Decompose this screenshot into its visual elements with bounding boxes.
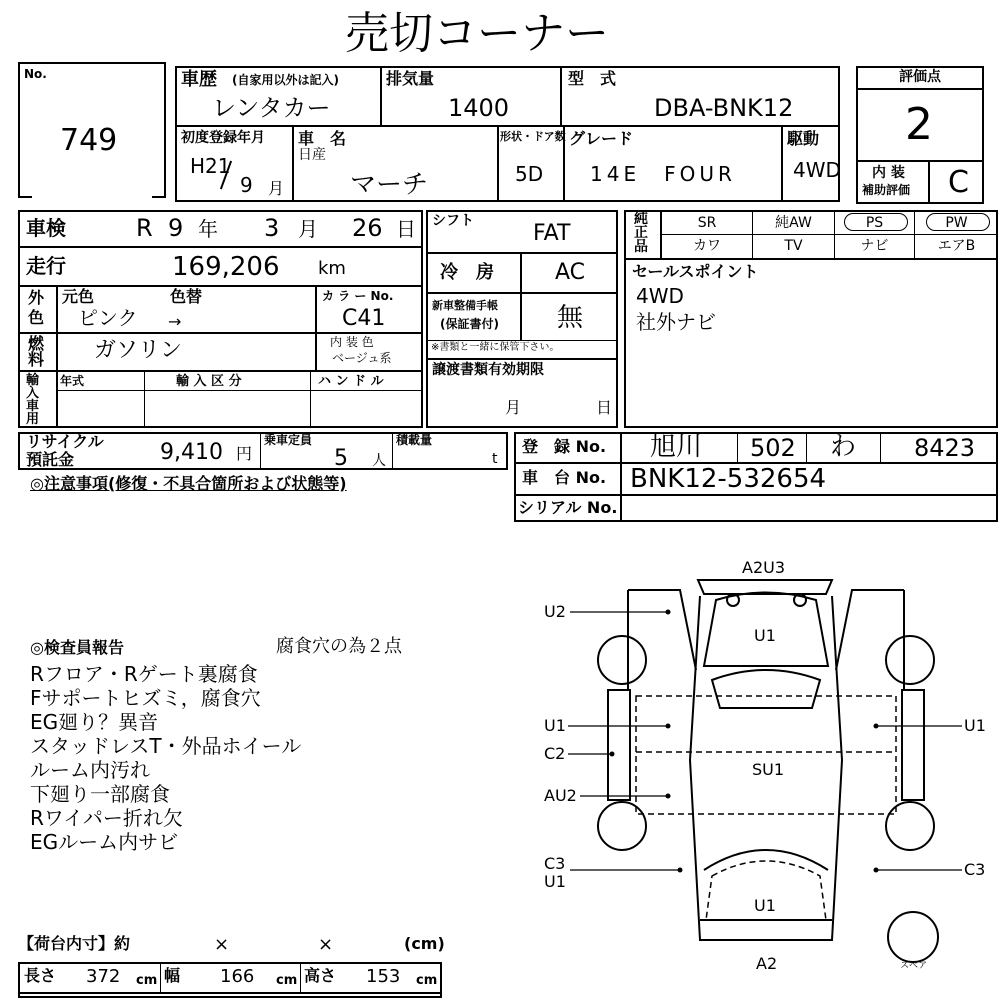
inspector-line-3: EG廻り？異音 bbox=[30, 710, 159, 734]
score-label: 評価点 bbox=[899, 69, 941, 85]
color-label-1: 外 bbox=[28, 288, 45, 307]
inspector-line-4: スタッドレスT・外品ホイール bbox=[30, 734, 302, 758]
inspection-year-unit: 年 bbox=[198, 217, 218, 241]
model-code-value: DBA-BNK12 bbox=[654, 94, 794, 122]
diagram-c3-left: C3 bbox=[544, 854, 566, 873]
equipment-leather: カワ bbox=[693, 238, 721, 254]
ac-label: 冷 房 bbox=[440, 262, 494, 283]
fuel-label-2: 料 bbox=[28, 350, 45, 369]
equipment-airbag: エアB bbox=[937, 238, 976, 254]
cargo-width: 166 bbox=[220, 966, 255, 987]
inspection-year: 9 bbox=[168, 214, 184, 242]
cargo-unit-label: (cm) bbox=[404, 934, 445, 953]
diagram-u1-right: U1 bbox=[964, 716, 986, 735]
inspection-month: 3 bbox=[264, 214, 280, 242]
recycle-label-2: 預託金 bbox=[26, 450, 75, 469]
ac-value: AC bbox=[555, 260, 586, 285]
first-reg-month: 9 bbox=[240, 173, 253, 197]
color-arrow: → bbox=[168, 312, 182, 331]
inspector-line-5: ルーム内汚れ bbox=[30, 758, 150, 782]
diagram-spare: スペア bbox=[900, 961, 928, 971]
diagram-su1: SU1 bbox=[752, 760, 785, 779]
serial-label: シリアル No. bbox=[518, 498, 618, 517]
inspector-line-6: 下廻り一部腐食 bbox=[30, 782, 170, 806]
lot-number: 749 bbox=[60, 123, 118, 158]
interior-score-value: C bbox=[948, 165, 969, 200]
recycle-unit: 円 bbox=[236, 444, 253, 463]
shift-value: FAT bbox=[533, 221, 571, 246]
drive-label: 駆動 bbox=[787, 129, 820, 148]
cargo-x1: × bbox=[214, 934, 230, 955]
notes-label: ◎注意事項(修復・不具合箇所および状態等) bbox=[30, 474, 347, 493]
inspector-line-2: Fサポートヒズミ，腐食穴 bbox=[30, 686, 261, 710]
model-code-label: 型 式 bbox=[568, 69, 617, 88]
diagram-rear: A2U3 bbox=[742, 558, 786, 577]
registration-kana: わ bbox=[830, 432, 857, 462]
cargo-width-unit: cm bbox=[276, 973, 298, 988]
first-reg-month-unit: 月 bbox=[268, 179, 285, 198]
recycle-value: 9,410 bbox=[160, 440, 223, 465]
color-code-label: カ ラ ー No. bbox=[322, 289, 394, 303]
inspection-label: 車検 bbox=[26, 216, 66, 240]
cargo-length-label: 長さ bbox=[24, 966, 57, 985]
registration-label: 登 録 No. bbox=[522, 437, 607, 456]
cargo-height-unit: cm bbox=[416, 973, 438, 988]
diagram-u1-bottom: U1 bbox=[754, 896, 776, 915]
diagram-front: A2 bbox=[756, 954, 778, 973]
history-label: 車歴 bbox=[181, 69, 217, 90]
cargo-width-label: 幅 bbox=[164, 966, 181, 985]
interior-score-label-1: 内 装 bbox=[872, 165, 905, 181]
equipment-ps: PS bbox=[865, 215, 884, 231]
fuel-value: ガソリン bbox=[94, 338, 183, 363]
diagram-u1-top: U1 bbox=[754, 626, 776, 645]
maintenance-value: 無 bbox=[557, 303, 584, 333]
doors-value: 5D bbox=[515, 162, 544, 186]
color-code: C41 bbox=[342, 306, 386, 331]
diagram-c2: C2 bbox=[544, 744, 566, 763]
mileage-unit: km bbox=[318, 258, 346, 279]
capacity-label: 乗車定員 bbox=[264, 433, 313, 447]
first-reg-era: H21 bbox=[190, 154, 231, 178]
interior-color-label: 内 装 色 bbox=[330, 335, 374, 349]
equipment-label: 純正品 bbox=[634, 211, 648, 255]
color-orig-label: 元色 bbox=[62, 287, 95, 306]
interior-color: ベージュ系 bbox=[332, 351, 392, 365]
import-label: 輸入車用 bbox=[26, 373, 40, 427]
history-note: (自家用以外は記入) bbox=[232, 73, 339, 87]
cargo-height: 153 bbox=[366, 966, 401, 987]
interior-score-label-2: 補助評価 bbox=[862, 183, 911, 197]
lot-label: No. bbox=[24, 67, 47, 81]
sales-point-1: 4WD bbox=[636, 284, 684, 308]
import-handle-label: ハ ン ド ル bbox=[318, 374, 384, 389]
chassis-value: BNK12-532654 bbox=[630, 464, 827, 494]
inspection-month-unit: 月 bbox=[298, 217, 318, 241]
diagram-c3-right: C3 bbox=[964, 860, 986, 879]
grade-value: 14E FOUR bbox=[590, 162, 736, 186]
inspector-line-8: EGルーム内サビ bbox=[30, 830, 179, 854]
inspection-day: 26 bbox=[352, 214, 383, 242]
cargo-height-label: 高さ bbox=[304, 966, 337, 985]
sales-point-2: 社外ナビ bbox=[636, 310, 716, 334]
transfer-docs-label: 譲渡書類有効期限 bbox=[432, 362, 544, 378]
diagram-u1-lower-left: U1 bbox=[544, 872, 566, 891]
equipment-tv: TV bbox=[784, 238, 803, 254]
load-label: 積載量 bbox=[396, 433, 433, 447]
cargo-length: 372 bbox=[86, 966, 121, 987]
diagram-u2: U2 bbox=[544, 602, 566, 621]
inspector-corrosion-note: 腐食穴の為２点 bbox=[276, 636, 402, 657]
mileage-label: 走行 bbox=[26, 254, 66, 278]
inspector-line-7: Rワイパー折れ欠 bbox=[30, 806, 183, 830]
cargo-length-unit: cm bbox=[136, 973, 158, 988]
color-change-label: 色替 bbox=[170, 287, 203, 306]
equipment-pw: PW bbox=[945, 215, 968, 231]
displacement-value: 1400 bbox=[448, 94, 510, 122]
equipment-aw: 純AW bbox=[775, 215, 812, 231]
inspector-line-1: Rフロア・Rゲート裏腐食 bbox=[30, 662, 258, 686]
mileage-value: 169,206 bbox=[172, 252, 280, 282]
color-orig: ピンク bbox=[78, 306, 138, 330]
equipment-navi: ナビ bbox=[860, 238, 889, 254]
maintenance-label-1: 新車整備手帳 bbox=[432, 299, 498, 312]
car-name-label: 車 名 bbox=[298, 129, 347, 148]
first-reg-label: 初度登録年月 bbox=[181, 130, 265, 146]
import-year-label: 年式 bbox=[60, 374, 85, 388]
drive-value: 4WD bbox=[793, 158, 841, 182]
grade-label: グレード bbox=[569, 129, 634, 148]
inspection-day-unit: 日 bbox=[396, 217, 416, 241]
fuel-label-1: 燃 bbox=[28, 334, 45, 353]
car-maker: 日産 bbox=[298, 147, 326, 163]
equipment-sr: SR bbox=[697, 215, 717, 231]
lot-box bbox=[18, 62, 166, 198]
sales-points-label: セールスポイント bbox=[632, 262, 759, 281]
inspector-label: ◎検査員報告 bbox=[30, 638, 124, 657]
cargo-x2: × bbox=[318, 934, 334, 955]
recycle-label-1: リサイクル bbox=[26, 432, 104, 451]
doors-label: 形状・ドア数 bbox=[500, 130, 566, 143]
maintenance-note: ※書類と一緒に保管下さい。 bbox=[431, 342, 560, 353]
history-value: レンタカー bbox=[212, 94, 331, 122]
chassis-label: 車 台 No. bbox=[522, 468, 607, 487]
registration-class: 502 bbox=[750, 434, 796, 462]
registration-number: 8423 bbox=[914, 434, 976, 462]
registration-area: 旭川 bbox=[650, 432, 703, 462]
page-title: 売切コーナー bbox=[345, 8, 609, 59]
color-label-2: 色 bbox=[28, 308, 45, 327]
maintenance-label-2: (保証書付) bbox=[440, 317, 499, 331]
transfer-day: 日 bbox=[596, 398, 613, 417]
diagram-u1-left: U1 bbox=[544, 716, 566, 735]
diagram-au2: AU2 bbox=[544, 786, 577, 805]
capacity-value: 5 bbox=[334, 446, 348, 471]
import-category-label: 輸 入 区 分 bbox=[176, 374, 242, 389]
displacement-label: 排気量 bbox=[386, 69, 435, 88]
cargo-label: 【荷台内寸】約 bbox=[18, 934, 131, 953]
load-unit: t bbox=[492, 451, 498, 467]
car-name-value: マーチ bbox=[350, 170, 429, 200]
shift-label: シフト bbox=[432, 213, 474, 229]
transfer-month: 月 bbox=[505, 398, 522, 417]
capacity-unit: 人 bbox=[372, 453, 386, 469]
score-value: 2 bbox=[905, 99, 933, 150]
inspection-era: R bbox=[136, 214, 153, 242]
